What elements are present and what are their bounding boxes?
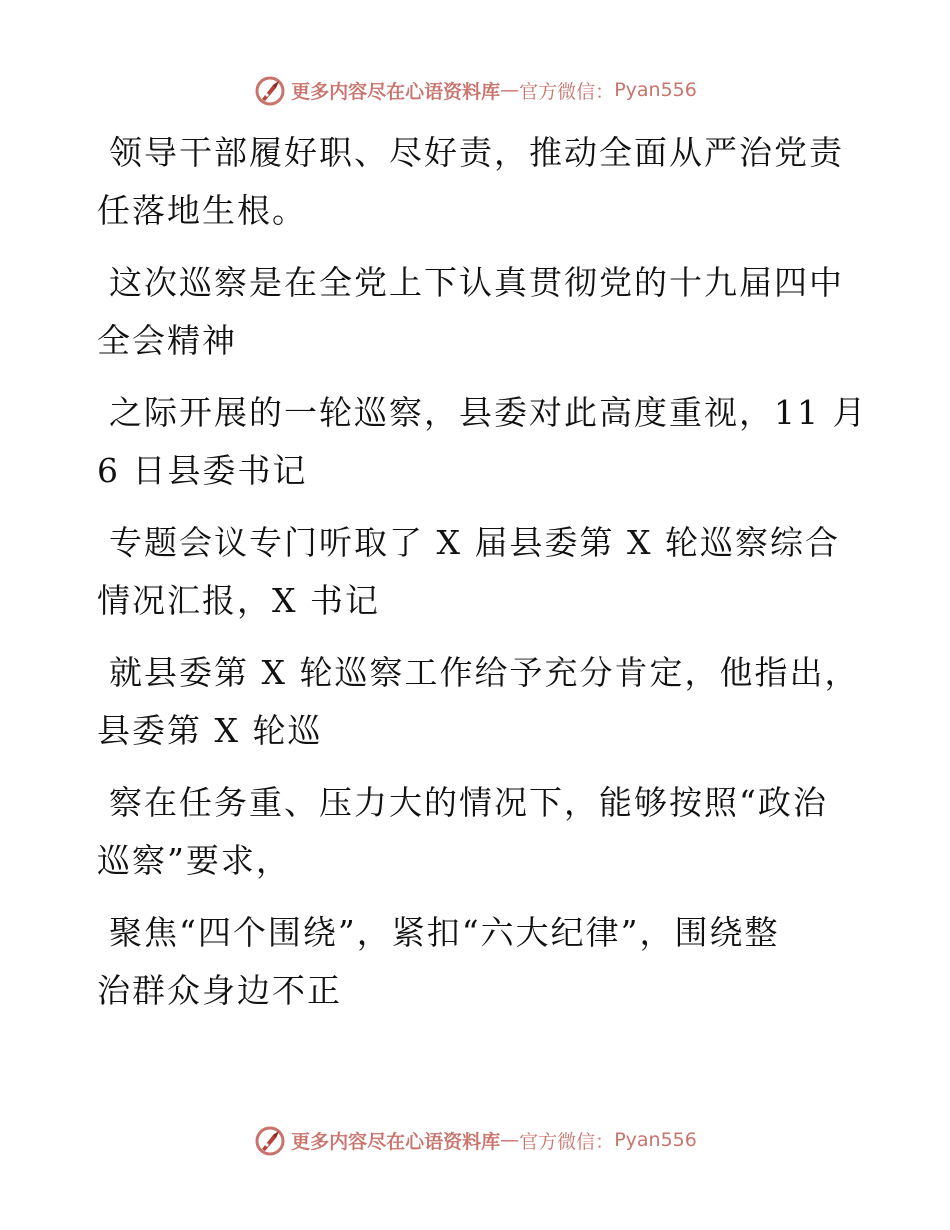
paragraph-line: 任落地生根。 [97,191,307,230]
paragraph-2 [97,254,857,370]
paragraph-line: 这次巡察是在全党上下认真贯彻党的十九届四中 [109,263,844,302]
watermark-wechat-id: Pyan556 [614,79,697,101]
paragraph-line: 察在任务重、压力大的情况下，能够按照“政治 [109,783,828,822]
paragraph-line: 情况汇报，X 书记 [97,581,380,620]
watermark-brand-text: 更多内容尽在心语资料库 [291,80,501,103]
pen-nib-icon [253,1123,287,1157]
paragraph-line: 专题会议专门听取了 X 届县委第 X 轮巡察综合 [109,523,840,562]
watermark-brand-text: 更多内容尽在心语资料库 [291,1130,501,1153]
pen-nib-icon [253,73,287,107]
paragraph-line: 之际开展的一轮巡察，县委对此高度重视，11 月 [109,393,868,432]
document-body [97,124,868,1034]
paragraph-line: 县委第 X 轮巡 [97,711,323,750]
watermark-official-label: 官方微信： [519,1130,615,1153]
header-watermark [0,70,950,110]
paragraph-line: 聚焦“四个围绕”，紧扣“六大纪律”，围绕整 [109,913,780,952]
watermark-separator: — [500,79,520,101]
paragraph-line: 全会精神 [97,321,237,360]
paragraph-line: 巡察”要求， [97,841,291,880]
paragraph-7 [97,904,857,1020]
paragraph-1 [97,124,857,240]
watermark-official-label: 官方微信： [519,80,615,103]
paragraph-5 [97,644,860,760]
footer-watermark [0,1120,950,1160]
watermark-separator: — [500,1129,520,1151]
paragraph-4 [97,514,857,630]
paragraph-line: 领导干部履好职、尽好责，推动全面从严治党责 [109,133,844,172]
paragraph-3 [97,384,868,500]
paragraph-line: 治群众身边不正 [97,971,342,1010]
watermark-wechat-id: Pyan556 [614,1129,697,1151]
paragraph-line: 就县委第 X 轮巡察工作给予充分肯定，他指出， [109,653,860,692]
paragraph-line: 6 日县委书记 [97,451,308,490]
paragraph-6 [97,774,857,890]
